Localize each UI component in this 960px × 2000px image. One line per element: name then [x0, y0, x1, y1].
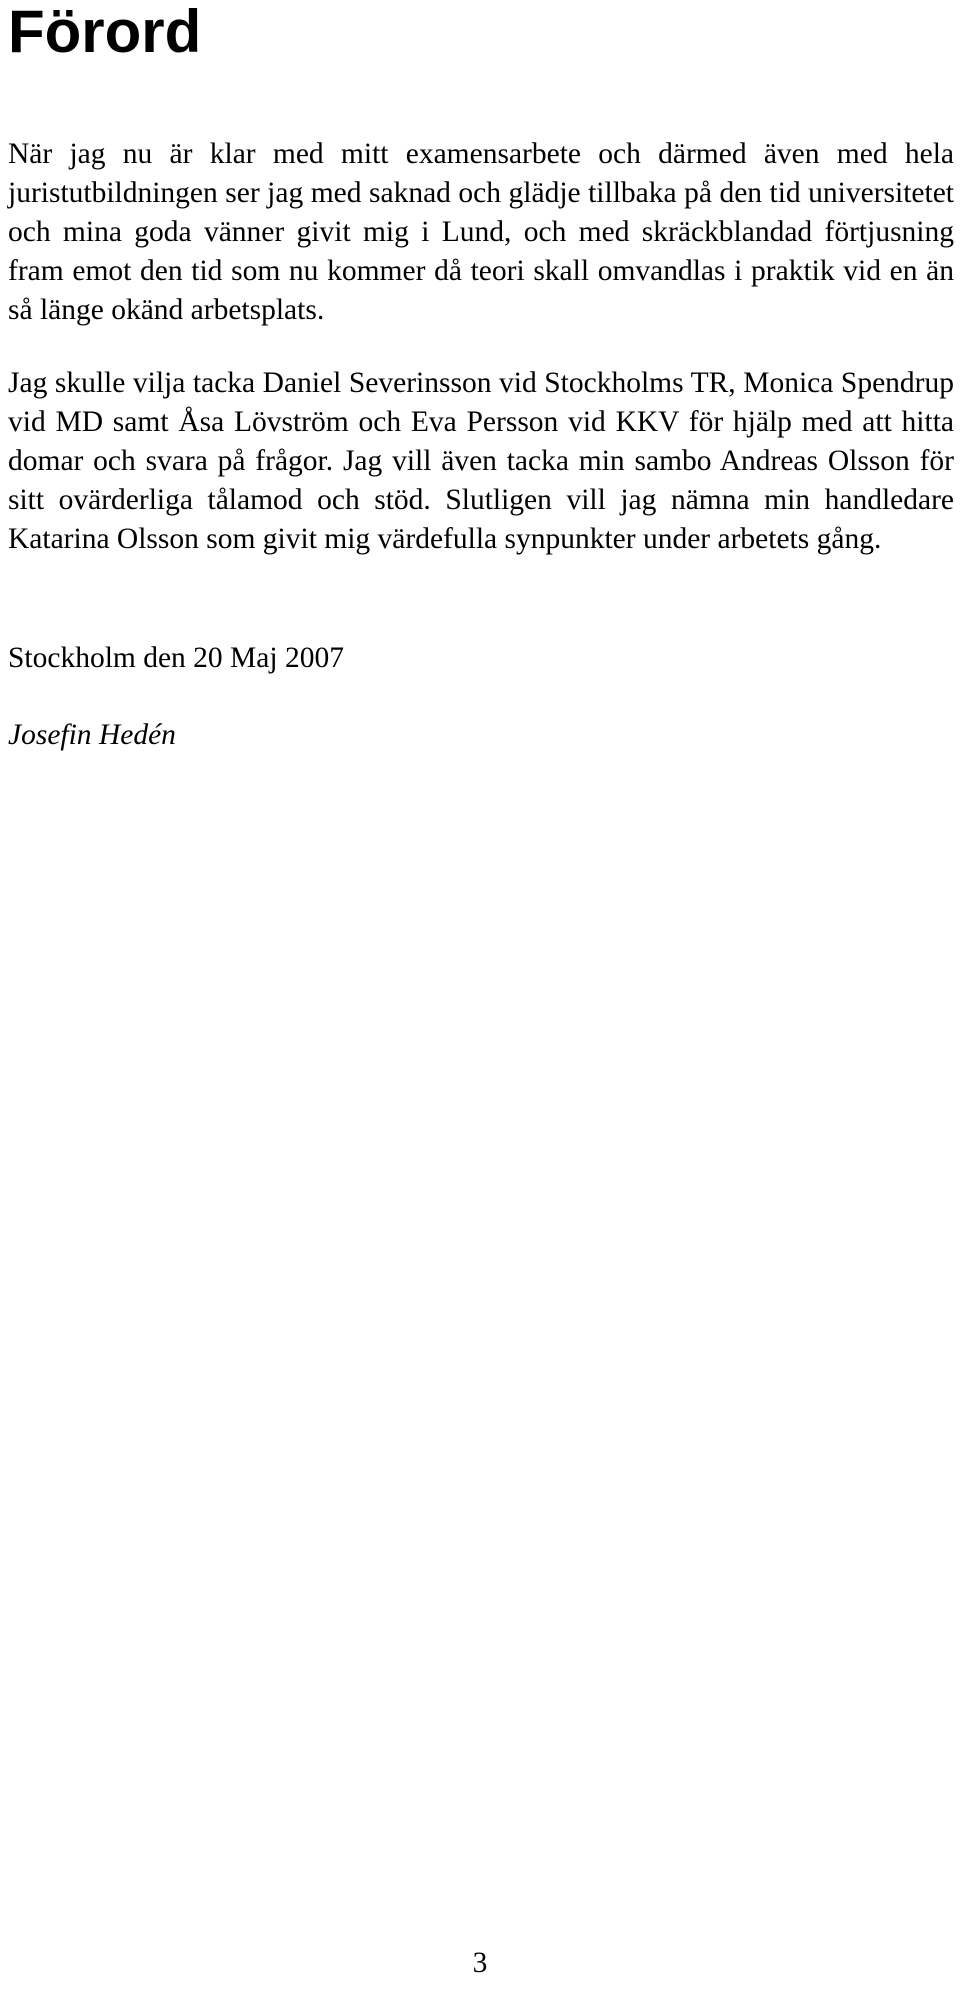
page-number: 3 — [472, 1947, 488, 1979]
paragraph-intro: När jag nu är klar med mitt examensarbete och därmed även med hela juristutbildningen ser jag med saknad och glädje tillbaka på den tid universitetet och mina goda vänner givit mig i Lund, och med skräckblandad förtjusning fram emot den tid som nu kommer då teori skall omvandlas i praktik vid en än så länge okänd arbetsplats. — [8, 138, 954, 326]
place-and-date: Stockholm den 20 Maj 2007 — [8, 642, 344, 674]
paragraph-acknowledgements: Jag skulle vilja tacka Daniel Severinsson vid Stockholms TR, Monica Spendrup vid MD samt Åsa Lövström och Eva Persson vid KKV för hjälp med att hitta domar och svara på frågor. Jag vill även tacka min sambo Andreas Olsson för sitt ovärderliga tålamod och stöd. Slutligen vill jag nämna min handledare Katarina Olsson som givit mig värdefulla synpunkter under arbetets gång. — [8, 367, 954, 555]
page-title: Förord — [8, 0, 202, 65]
author-signature: Josefin Hedén — [8, 719, 176, 751]
